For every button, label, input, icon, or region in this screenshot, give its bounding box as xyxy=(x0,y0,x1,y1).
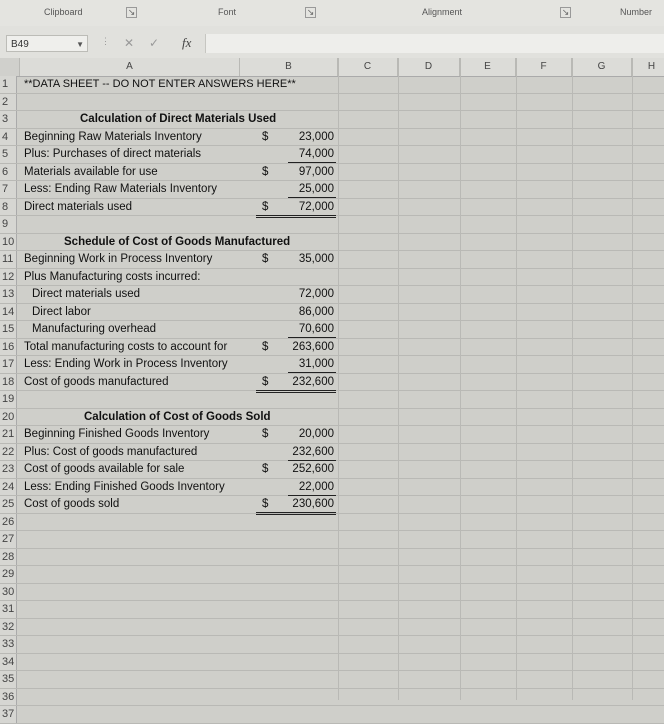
cell-b[interactable]: 86,000 xyxy=(298,305,334,318)
table-row[interactable] xyxy=(0,584,664,602)
cell-currency-symbol: $ xyxy=(262,428,269,440)
cell-b[interactable]: 232,600 xyxy=(292,375,334,388)
table-row[interactable] xyxy=(0,181,664,199)
cell-b[interactable]: 20,000 xyxy=(298,428,334,440)
column-header-f[interactable]: F xyxy=(516,58,572,76)
table-row[interactable] xyxy=(0,304,664,322)
cell-b[interactable]: 97,000 xyxy=(298,165,334,178)
table-row[interactable] xyxy=(0,689,664,707)
more-options-icon[interactable]: ⋮ xyxy=(101,36,110,46)
formula-input[interactable] xyxy=(205,34,664,53)
row-header[interactable]: 12 xyxy=(0,269,17,286)
row-header[interactable]: 14 xyxy=(0,304,17,321)
font-launcher-icon[interactable]: ↘ xyxy=(306,7,315,17)
enter-check-icon[interactable]: ✓ xyxy=(149,36,160,50)
name-box[interactable] xyxy=(6,35,88,52)
cell-a[interactable]: Direct materials used xyxy=(24,200,133,213)
table-row[interactable] xyxy=(0,76,664,94)
table-row[interactable] xyxy=(0,164,664,182)
row-header[interactable]: 33 xyxy=(0,636,17,653)
row-header[interactable]: 26 xyxy=(0,514,17,531)
row-header[interactable]: 35 xyxy=(0,671,17,688)
cell-currency-symbol: $ xyxy=(262,165,269,178)
column-header-c[interactable]: C xyxy=(338,58,398,76)
cell-b[interactable]: 230,600 xyxy=(292,498,334,510)
row-header[interactable]: 32 xyxy=(0,619,17,636)
row-header[interactable]: 29 xyxy=(0,566,17,583)
row-header[interactable]: 18 xyxy=(0,374,17,391)
cell-border xyxy=(288,321,336,338)
cell-currency-symbol: $ xyxy=(262,498,269,510)
ribbon-group-alignment[interactable]: Alignment xyxy=(422,7,463,17)
row-header[interactable]: 19 xyxy=(0,391,17,408)
cell-border xyxy=(256,199,336,218)
table-row[interactable] xyxy=(0,566,664,584)
cell-border xyxy=(288,444,336,461)
cell-currency-symbol: $ xyxy=(262,463,269,475)
cancel-icon[interactable]: ✕ xyxy=(124,36,135,50)
table-row[interactable] xyxy=(0,409,664,427)
table-row[interactable] xyxy=(0,111,664,129)
table-row[interactable] xyxy=(0,461,664,479)
column-header-d[interactable]: D xyxy=(398,58,460,76)
table-row[interactable] xyxy=(0,234,664,252)
table-row[interactable] xyxy=(0,479,664,497)
row-header[interactable]: 11 xyxy=(0,251,17,268)
table-row[interactable] xyxy=(0,426,664,444)
table-row[interactable] xyxy=(0,706,664,724)
cell-b[interactable]: 22,000 xyxy=(298,480,334,493)
row-header[interactable]: 2 xyxy=(0,94,17,111)
cell-a[interactable]: Direct labor xyxy=(32,305,91,318)
cell-b[interactable]: 31,000 xyxy=(298,358,334,370)
table-row[interactable] xyxy=(0,619,664,637)
cell-a[interactable]: Beginning Finished Goods Inventory xyxy=(24,428,210,440)
cell-b[interactable]: 252,600 xyxy=(292,463,334,475)
table-row[interactable] xyxy=(0,199,664,217)
table-row[interactable] xyxy=(0,549,664,567)
cell-b[interactable]: 74,000 xyxy=(298,148,334,160)
ribbon-group-font[interactable]: Font xyxy=(218,7,237,17)
cell-a[interactable]: Direct materials used xyxy=(32,288,141,300)
table-row[interactable] xyxy=(0,374,664,392)
table-row[interactable] xyxy=(0,636,664,654)
column-header-b[interactable]: B xyxy=(240,58,338,76)
row-header[interactable]: 36 xyxy=(0,689,17,706)
column-header-g[interactable]: G xyxy=(572,58,632,76)
formula-bar xyxy=(0,26,664,59)
cell-a[interactable]: Less: Ending Work in Process Inventory xyxy=(24,358,228,370)
cell-currency-symbol: $ xyxy=(262,130,269,143)
row-header[interactable]: 3 xyxy=(0,111,17,128)
table-row[interactable] xyxy=(0,671,664,689)
row-header[interactable]: 23 xyxy=(0,461,17,478)
cell-currency-symbol: $ xyxy=(262,340,269,353)
cell-border xyxy=(288,356,336,373)
row-header[interactable]: 34 xyxy=(0,654,17,671)
row-header[interactable]: 4 xyxy=(0,129,17,146)
cell-a[interactable]: Cost of goods sold xyxy=(24,498,120,510)
cell-currency-symbol: $ xyxy=(262,253,269,265)
cell-border xyxy=(256,496,336,515)
cell-border xyxy=(288,181,336,198)
row-header[interactable]: 28 xyxy=(0,549,17,566)
ribbon-group-number[interactable]: Number xyxy=(620,7,653,17)
ribbon xyxy=(0,0,664,27)
cell-currency-symbol: $ xyxy=(262,200,269,213)
cell-a[interactable]: Materials available for use xyxy=(24,165,158,178)
ribbon-group-clipboard[interactable]: Clipboard xyxy=(44,7,83,17)
cell-a[interactable]: Total manufacturing costs to account for xyxy=(24,340,228,353)
cell-a[interactable]: Beginning Work in Process Inventory xyxy=(24,253,213,265)
alignment-launcher-icon[interactable]: ↘ xyxy=(561,7,570,17)
row-header[interactable]: 37 xyxy=(0,706,17,723)
column-header-a[interactable]: A xyxy=(20,58,240,76)
column-header-h[interactable]: H xyxy=(632,58,664,76)
row-header[interactable]: 13 xyxy=(0,286,17,303)
row-header[interactable]: 16 xyxy=(0,339,17,356)
row-header[interactable]: 31 xyxy=(0,601,17,618)
table-row[interactable] xyxy=(0,321,664,339)
row-header[interactable]: 20 xyxy=(0,409,17,426)
row-header[interactable]: 15 xyxy=(0,321,17,338)
cell-a[interactable]: Plus: Purchases of direct materials xyxy=(24,148,202,160)
row-header[interactable]: 17 xyxy=(0,356,17,373)
row-header[interactable]: 10 xyxy=(0,234,17,251)
table-row[interactable] xyxy=(0,514,664,532)
cell-b[interactable]: 263,600 xyxy=(292,340,334,353)
row-header[interactable]: 5 xyxy=(0,146,17,163)
row-header[interactable]: 21 xyxy=(0,426,17,443)
select-all-corner[interactable] xyxy=(0,58,20,76)
cell-border xyxy=(288,146,336,163)
chevron-down-icon[interactable]: ▼ xyxy=(76,40,84,49)
table-row[interactable] xyxy=(0,496,664,514)
cell-b[interactable]: 23,000 xyxy=(298,130,334,143)
cell-a[interactable]: Plus: Cost of goods manufactured xyxy=(24,445,198,458)
cell-b[interactable]: 70,600 xyxy=(298,323,334,335)
table-row[interactable] xyxy=(0,286,664,304)
row-header[interactable]: 1 xyxy=(0,76,17,93)
cell-a[interactable]: Calculation of Cost of Goods Sold xyxy=(84,410,271,423)
insert-function-icon[interactable]: fx xyxy=(182,35,192,50)
cell-b[interactable]: 72,000 xyxy=(298,200,334,213)
cell-b[interactable]: 232,600 xyxy=(292,445,334,458)
row-header[interactable]: 27 xyxy=(0,531,17,548)
table-row[interactable] xyxy=(0,444,664,462)
cell-a[interactable]: Cost of goods manufactured xyxy=(24,375,169,388)
cell-b[interactable]: 25,000 xyxy=(298,183,334,195)
name-box-value: B49 xyxy=(11,39,29,50)
table-row[interactable] xyxy=(0,269,664,287)
cell-a[interactable]: Beginning Raw Materials Inventory xyxy=(24,130,202,143)
table-row[interactable] xyxy=(0,216,664,234)
table-row[interactable] xyxy=(0,391,664,409)
clipboard-launcher-icon[interactable]: ↘ xyxy=(127,7,136,17)
table-row[interactable] xyxy=(0,251,664,269)
table-row[interactable] xyxy=(0,129,664,147)
row-header[interactable]: 9 xyxy=(0,216,17,233)
table-row[interactable] xyxy=(0,654,664,672)
cell-a[interactable]: Less: Ending Raw Materials Inventory xyxy=(24,183,218,195)
cell-border xyxy=(256,374,336,393)
cell-a[interactable]: Plus Manufacturing costs incurred: xyxy=(24,270,201,283)
cell-a[interactable]: **DATA SHEET -- DO NOT ENTER ANSWERS HERE** xyxy=(24,78,296,90)
row-header[interactable]: 8 xyxy=(0,199,17,216)
cell-a[interactable]: Cost of goods available for sale xyxy=(24,463,185,475)
row-header[interactable]: 24 xyxy=(0,479,17,496)
row-header[interactable]: 6 xyxy=(0,164,17,181)
row-header[interactable]: 25 xyxy=(0,496,17,513)
cell-a[interactable]: Manufacturing overhead xyxy=(32,323,157,335)
column-headers xyxy=(0,58,664,77)
table-row[interactable] xyxy=(0,94,664,112)
cell-a[interactable]: Calculation of Direct Materials Used xyxy=(80,113,277,125)
row-header[interactable]: 7 xyxy=(0,181,17,198)
cell-border xyxy=(288,479,336,496)
table-row[interactable] xyxy=(0,531,664,549)
cell-a[interactable]: Schedule of Cost of Goods Manufactured xyxy=(64,235,291,248)
row-header[interactable]: 30 xyxy=(0,584,17,601)
column-header-e[interactable]: E xyxy=(460,58,516,76)
cell-b[interactable]: 72,000 xyxy=(298,288,334,300)
row-header[interactable]: 22 xyxy=(0,444,17,461)
cell-a[interactable]: Less: Ending Finished Goods Inventory xyxy=(24,480,225,493)
cell-b[interactable]: 35,000 xyxy=(298,253,334,265)
table-row[interactable] xyxy=(0,339,664,357)
table-row[interactable] xyxy=(0,356,664,374)
table-row[interactable] xyxy=(0,601,664,619)
cell-currency-symbol: $ xyxy=(262,375,269,388)
table-row[interactable] xyxy=(0,146,664,164)
